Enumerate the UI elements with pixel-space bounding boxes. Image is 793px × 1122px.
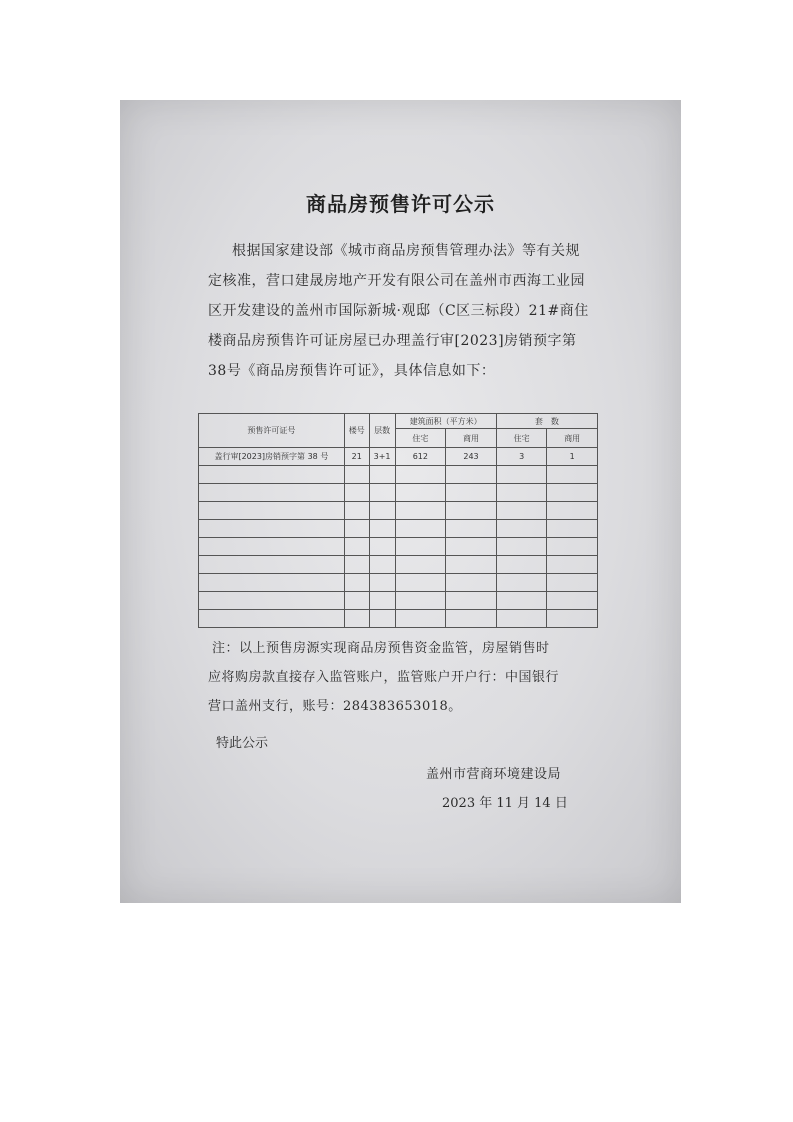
table-row-empty (199, 484, 598, 502)
issue-date: 2023 年 11 月 14 日 (442, 796, 568, 811)
cell-floors: 3+1 (369, 448, 395, 466)
table-row-empty (199, 556, 598, 574)
table-row-empty (199, 520, 598, 538)
cell-count-commercial: 1 (547, 448, 598, 466)
intro-line: 定核准，营口建晟房地产开发有限公司在盖州市西海工业园 (208, 273, 585, 289)
header-count-group: 套 数 (496, 414, 597, 429)
header-count-commercial: 商用 (547, 429, 598, 448)
closing-text: 特此公示 (216, 736, 269, 751)
intro-paragraph (208, 236, 608, 386)
table-row-empty (199, 466, 598, 484)
note-line: 应将购房款直接存入监管账户，监管账户开户行：中国银行 (208, 670, 560, 685)
table-row (199, 448, 598, 466)
cell-count-residential: 3 (496, 448, 547, 466)
table-row-empty (199, 502, 598, 520)
cell-building-no: 21 (344, 448, 369, 466)
document-title: 商品房预售许可公示 (306, 192, 495, 216)
header-area-commercial: 商用 (446, 429, 497, 448)
cell-area-commercial: 243 (446, 448, 497, 466)
cell-permit-no: 盖行审[2023]房销预字第 38 号 (199, 448, 345, 466)
table-row-empty (199, 574, 598, 592)
note-line: 注：以上预售房源实现商品房预售资金监管，房屋销售时 (212, 641, 550, 656)
note-line: 营口盖州支行，账号：284383653018。 (208, 699, 462, 714)
table-header-row (199, 414, 598, 429)
header-building-no: 楼号 (344, 414, 369, 448)
intro-line: 38号《商品房预售许可证》，具体信息如下： (208, 363, 496, 379)
table-row-empty (199, 610, 598, 628)
header-area-group: 建筑面积（平方米） (395, 414, 496, 429)
table-row-empty (199, 538, 598, 556)
intro-line: 根据国家建设部《城市商品房预售管理办法》等有关规 (232, 243, 580, 259)
intro-line: 楼商品房预售许可证房屋已办理盖行审[2023]房销预字第 (208, 333, 577, 349)
header-area-residential: 住宅 (395, 429, 446, 448)
intro-line: 区开发建设的盖州市国际新城·观邸（C区三标段）21#商住 (208, 303, 589, 319)
header-count-residential: 住宅 (496, 429, 547, 448)
header-permit-no: 预售许可证号 (199, 414, 345, 448)
cell-area-residential: 612 (395, 448, 446, 466)
document-photo (120, 100, 681, 903)
issuer-name: 盖州市营商环境建设局 (426, 767, 562, 782)
header-floors: 层数 (369, 414, 395, 448)
note-paragraph (208, 634, 628, 721)
table-row-empty (199, 592, 598, 610)
permit-table (198, 413, 598, 628)
